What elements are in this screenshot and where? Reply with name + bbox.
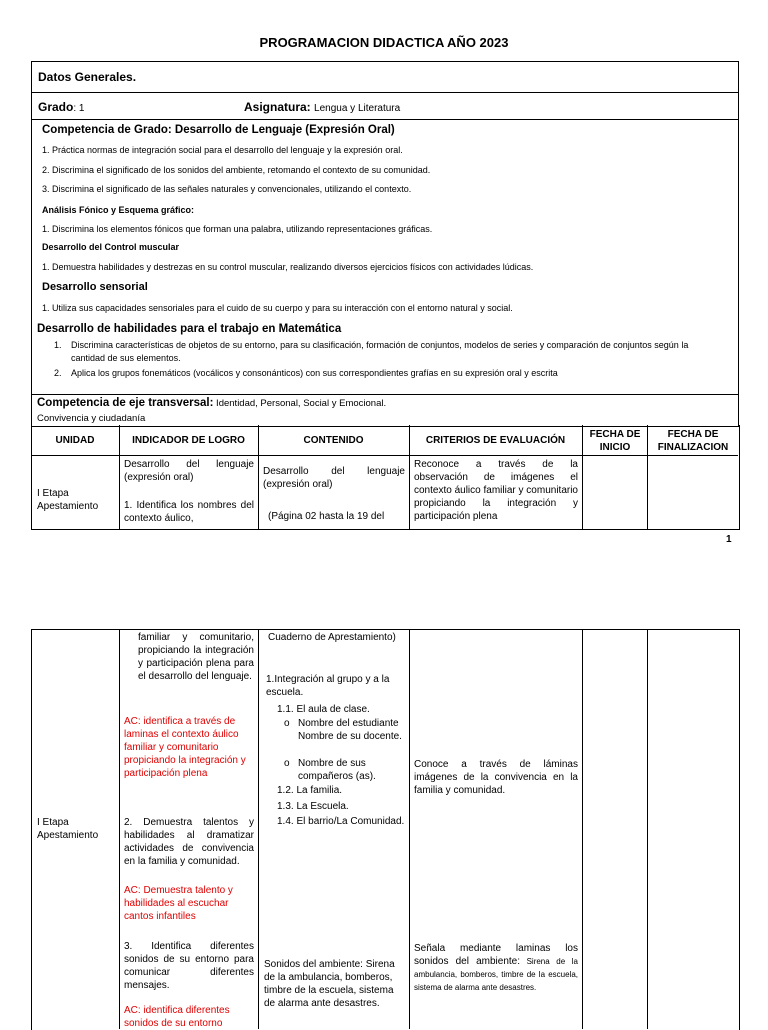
header-end-date: FECHA DE FINALIZACION (657, 429, 729, 453)
transversal-value: Identidad, Personal, Social y Emocional. (213, 398, 387, 409)
grade-label: Grado (38, 100, 74, 114)
subject-value: Lengua y Literatura (314, 103, 401, 114)
content-bullet-1: Nombre del estudiante Nombre de su docente. (298, 718, 402, 742)
grade-competency-heading: Competencia de Grado: Desarrollo de Lenguaje (Expresión Oral) (42, 124, 395, 136)
content-sounds: Sonidos del ambiente: Sirena de la ambulancia, bomberos, timbre de la escuela, sistema de alarma ante desastres. (264, 959, 395, 1009)
sensory-heading: Desarrollo sensorial (42, 281, 148, 293)
muscle-heading: Desarrollo del Control muscular (42, 242, 180, 252)
indicator-item-1: 1. Identifica los nombres del contexto áulico, (124, 500, 254, 524)
indicator-item-2: 2. Demuestra talentos y habilidades al dramatizar actividades de convivencia en la familia y comunidad. (124, 817, 254, 867)
content-page-ref: (Página 02 hasta la 19 del (268, 511, 385, 522)
indicator-1-continued: familiar y comunitario, propiciando la integración y participación plena para el desarrollo del lenguaje. (138, 632, 254, 682)
bullet-icon: o (284, 718, 290, 729)
indicator-1-adaptation: AC: identifica a través de laminas el contexto áulico familiar y comunitario propiciando la integración y participación plena (124, 716, 246, 779)
page-title: PROGRAMACION DIDACTICA AÑO 2023 (259, 35, 509, 50)
sensory-item: 1. Utiliza sus capacidades sensoriales para el cuido de su cuerpo y para su interacción con el entorno natural y social. (42, 303, 513, 313)
header-criteria: CRITERIOS DE EVALUACIÓN (425, 435, 566, 446)
phonic-heading: Análisis Fónico y Esquema gráfico: (42, 205, 195, 215)
general-heading: Datos Generales. (38, 70, 137, 84)
content-1-1: 1.1. El aula de clase. (277, 704, 370, 715)
indicator-2-adaptation: AC: Demuestra talento y habilidades al escuchar cantos infantiles (124, 885, 233, 922)
subject-row (244, 100, 400, 114)
math-heading: Desarrollo de habilidades para el trabajo en Matemática (37, 323, 342, 335)
header-content: CONTENIDO (303, 435, 364, 446)
grade-competency-item-2: 2. Discrimina el significado de los sonidos del ambiente, retomando el contexto de su comunidad. (42, 165, 431, 175)
page-number: 1 (726, 534, 732, 545)
criteria-3-main: Señala mediante laminas los sonidos del ambiente: (414, 943, 578, 967)
transversal-competency (37, 397, 386, 409)
grade-competency-item-1: 1. Práctica normas de integración social para el desarrollo del lenguaje y la expresión oral. (42, 145, 403, 155)
criteria-3 (414, 942, 578, 994)
math-item-1: Discrimina características de objetos de su entorno, para su clasificación, formación de conjuntos, modelos de series y comparación de conjuntos según la cantidad de sus elementos. (71, 340, 689, 363)
content-section-1: 1.Integración al grupo y a la escuela. (266, 674, 390, 698)
phonic-item: 1. Discrimina los elementos fónicos que forman una palabra, utilizando representaciones gráficas. (42, 224, 433, 234)
unit-cell: I Etapa Apestamiento (37, 488, 99, 512)
grade-value: : 1 (73, 103, 85, 114)
header-unit: UNIDAD (55, 435, 95, 446)
grade-row (38, 100, 84, 114)
muscle-item: 1. Demuestra habilidades y destrezas en su control muscular, realizando diversos ejercicios físicos con actividades lúdicas. (42, 262, 534, 272)
unit-cell-2: I Etapa Apestamiento (37, 817, 99, 841)
indicator-item-3: 3. Identifica diferentes sonidos de su entorno para comunicar diferentes mensajes. (124, 941, 254, 991)
content-1-2: 1.2. La familia. (277, 785, 343, 796)
indicator-3-adaptation: AC: identifica diferentes sonidos de su entorno (124, 1005, 230, 1029)
bullet-icon: o (284, 758, 290, 769)
content-heading: Desarrollo del lenguaje (expresión oral) (263, 466, 405, 490)
content-1-4: 1.4. El barrio/La Comunidad. (277, 816, 405, 827)
criteria-cell: Reconoce a través de la observación de imágenes el contexto áulico familiar y comunitario propiciando la integración y participación plena (414, 459, 578, 522)
content-intro: Cuaderno de Aprestamiento) (268, 632, 396, 643)
math-item-1-number: 1. (54, 340, 62, 350)
math-item-2-number: 2. (54, 368, 62, 378)
indicator-heading: Desarrollo del lenguaje (expresión oral) (124, 459, 254, 483)
transversal-label: Competencia de eje transversal: (37, 397, 214, 409)
subject-label: Asignatura: (244, 100, 311, 114)
header-indicator: INDICADOR DE LOGRO (132, 435, 245, 446)
math-item-2: Aplica los grupos fonemáticos (vocálicos y consonánticos) con sus correspondientes grafías en su expresión oral y escrita (71, 368, 558, 378)
transversal-line-2: Convivencia y ciudadanía (37, 413, 146, 424)
header-start-date: FECHA DE INICIO (589, 429, 641, 453)
content-1-3: 1.3. La Escuela. (277, 801, 349, 812)
criteria-2: Conoce a través de láminas imágenes de la convivencia en la familia y comunidad. (414, 759, 578, 796)
content-bullet-2: Nombre de sus compañeros (as). (298, 758, 376, 782)
criteria-3-detail: Sirena de la ambulancia, bomberos, timbre de la escuela, sistema de alarma ante desastres. (414, 957, 578, 992)
grade-competency-item-3: 3. Discrimina el significado de las señales naturales y convencionales, utilizando el contexto. (42, 184, 412, 194)
